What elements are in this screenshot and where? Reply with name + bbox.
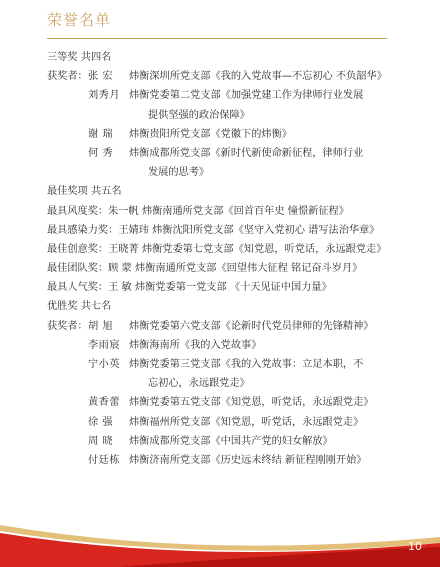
list-item (47, 317, 427, 336)
list-item (47, 451, 427, 470)
award-label: 最佳创意奖： (47, 243, 109, 255)
winner-name: 顾 蒙 (108, 263, 132, 275)
winner-name: 谢 瑞 (88, 128, 114, 140)
winner-name: 徐 强 (88, 416, 114, 428)
winner-name: 张 宏 (88, 71, 114, 83)
page-header (47, 9, 111, 30)
entry-label: 获奖者： (47, 320, 88, 332)
entry-text: 炜衡成都所党支部《新时代新使命新征程，律师行业 (129, 147, 364, 159)
entry-text-continued: 提供坚强的政治保障》 (148, 109, 250, 121)
entry-text-continued: 发展的思考》 (148, 167, 210, 179)
winner-name: 宁小英 (88, 359, 121, 370)
entry-text: 炜衡济南所党支部《历史远未终结 新征程刚刚开始》 (129, 454, 367, 466)
entry-text: 炜衡党委第六党支部《论新时代党员律师的先锋精神》 (129, 320, 374, 332)
entry-text: 炜衡党委第一党支部 《十天见证中国力量》 (135, 282, 332, 294)
entry-text-continued: 忘初心，永远跟党走》 (148, 378, 250, 390)
entry-text: 炜衡南通所党支部《回首百年史 憧憬新征程》 (141, 205, 349, 217)
list-item (47, 240, 427, 259)
list-item (47, 86, 427, 105)
award-label: 最具人气奖： (47, 282, 109, 294)
entry-text: 炜衡福州所党支部《知党恩，听党话，永远跟党走》 (129, 416, 364, 428)
winner-name: 黄香蕾 (88, 397, 121, 409)
winner-name: 王晓菁 (108, 243, 139, 255)
entry-text: 炜衡深圳所党支部《我的入党故事—不忘初心 不负韶华》 (129, 71, 387, 83)
honor-list (47, 48, 427, 470)
section-title-excellence-prize: 优胜奖 共七名 (47, 301, 112, 313)
winner-name: 付廷栋 (88, 454, 121, 466)
winner-name: 王 敏 (108, 282, 132, 294)
entry-text: 炜衡党委第三党支部《我的入党故事：立足本职，不 (129, 359, 364, 370)
award-label: 最具风度奖： (47, 205, 109, 217)
entry-text: 炜衡海南所《我的入党故事》 (129, 339, 262, 351)
winner-name: 朱一帆 (108, 205, 139, 217)
list-item (47, 67, 427, 86)
page-title: 荣誉名单 (47, 11, 112, 29)
list-item (47, 432, 427, 451)
winner-name: 胡 旭 (88, 320, 114, 332)
entry-text: 炜衡党委第五党支部《知党恩，听党话，永远跟党走》 (129, 397, 374, 409)
entry-text: 炜衡南通所党支部《回望伟大征程 铭记奋斗岁月》 (135, 263, 363, 275)
entry-text: 炜衡党委第七党支部《知党恩，听党话，永远跟党走》 (141, 243, 387, 255)
list-item (47, 202, 427, 221)
entry-text: 炜衡成都所党支部《中国共产党的妇女解放》 (129, 435, 333, 447)
section-title-third-prize: 三等奖 共四名 (47, 52, 112, 63)
entry-text: 炜衡贵阳所党支部《党徽下的炜衡》 (129, 128, 292, 140)
entry-label: 获奖者： (47, 71, 88, 83)
entry-text: 炜衡沈阳所党支部《坚守入党初心 谱写法治华章》 (152, 224, 380, 236)
winner-name: 刘秀月 (88, 90, 121, 102)
list-item (47, 278, 427, 297)
list-item (47, 413, 427, 432)
list-item (47, 221, 427, 240)
list-item (47, 144, 427, 163)
award-label: 最具感染力奖： (47, 224, 119, 236)
entry-text: 炜衡党委第二党支部《加强党建工作为律师行业发展 (129, 90, 364, 102)
footer-decoration (0, 507, 440, 567)
winner-name: 李雨宸 (88, 339, 121, 351)
header-divider (47, 38, 387, 39)
award-label: 最佳团队奖： (47, 263, 109, 275)
list-item (47, 125, 427, 144)
winner-name: 何 秀 (88, 147, 114, 159)
list-item (47, 336, 427, 355)
page-number: 10 (408, 540, 422, 553)
list-item (47, 393, 427, 412)
winner-name: 周 晓 (88, 435, 114, 447)
section-title-best-awards: 最佳奖项 共五名 (47, 186, 122, 198)
list-item (47, 259, 427, 278)
winner-name: 王婧玮 (118, 224, 149, 236)
list-item (47, 355, 427, 374)
